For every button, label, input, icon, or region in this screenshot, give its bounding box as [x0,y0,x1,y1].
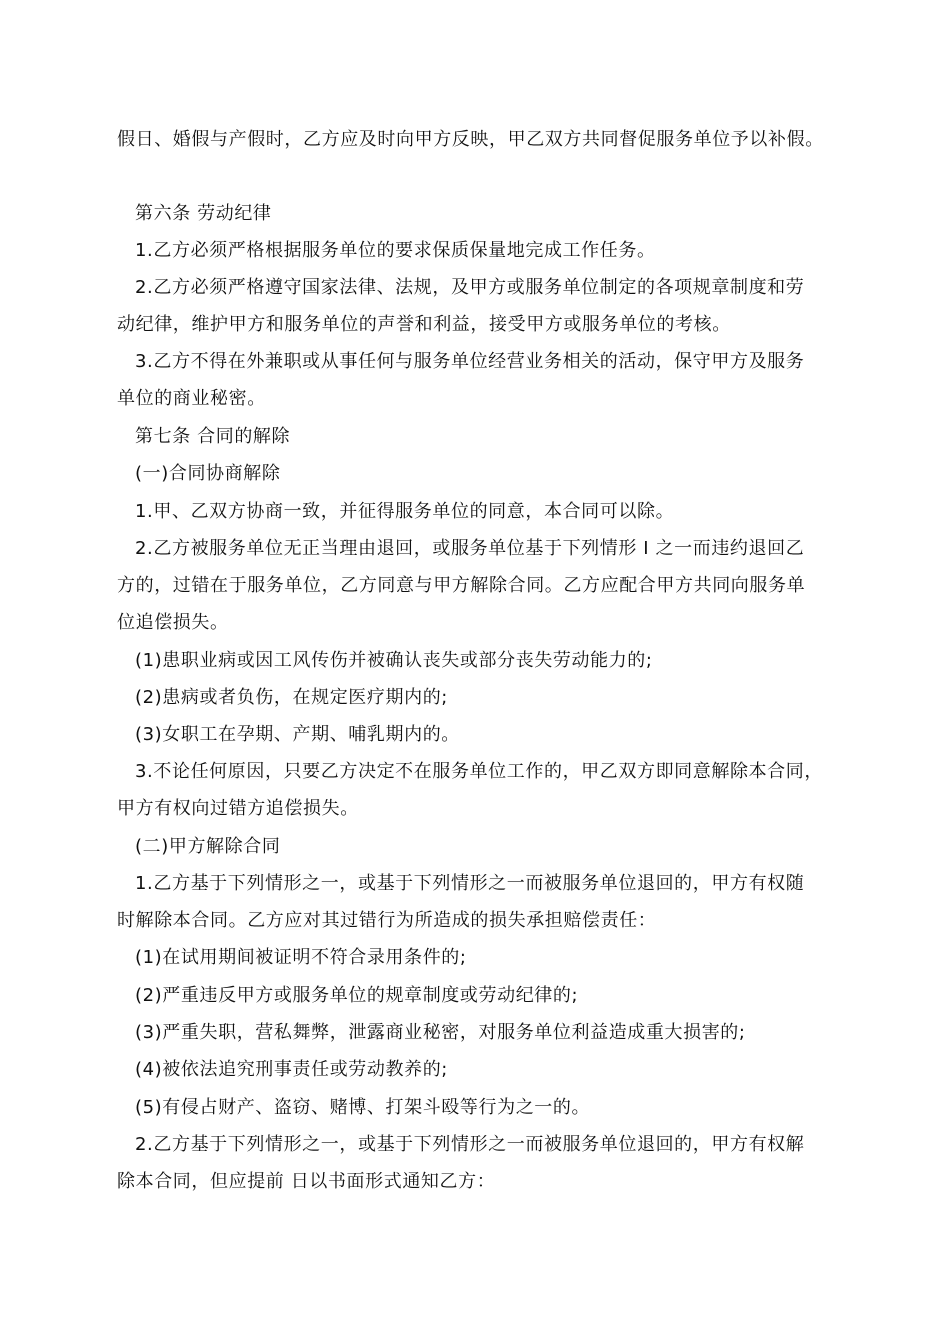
subsection-heading: (二)甲方解除合同 [135,836,281,857]
paragraph-line: 2.乙方基于下列情形之一，或基于下列情形之一而被服务单位退回的，甲方有权解 [135,1134,805,1155]
paragraph-line: 3.乙方不得在外兼职或从事任何与服务单位经营业务相关的活动，保守甲方及服务 [135,351,805,372]
list-item: (3)女职工在孕期、产期、哺乳期内的。 [135,724,460,745]
paragraph-line: 1.甲、乙双方协商一致，并征得服务单位的同意，本合同可以除。 [135,501,675,522]
paragraph-line: 2.乙方被服务单位无正当理由退回，或服务单位基于下列情形 I 之一而违约退回乙 [135,538,805,559]
paragraph-line: 3.不论任何原因，只要乙方决定不在服务单位工作的，甲乙双方即同意解除本合同， [135,761,823,782]
paragraph-line: 除本合同，但应提前 日以书面形式通知乙方： [117,1171,496,1192]
list-item: (2)患病或者负伤，在规定医疗期内的; [135,687,448,708]
paragraph-line: 甲方有权向过错方追偿损失。 [117,798,359,819]
list-item: (1)在试用期间被证明不符合录用条件的; [135,947,467,968]
subsection-heading: (一)合同协商解除 [135,463,281,484]
section-heading: 第六条 劳动纪律 [135,203,272,224]
paragraph-line: 方的，过错在于服务单位，乙方同意与甲方解除合同。乙方应配合甲方共同向服务单 [117,575,806,596]
section-heading: 第七条 合同的解除 [135,426,291,447]
list-item: (4)被依法追究刑事责任或劳动教养的; [135,1059,448,1080]
paragraph-line: 时解除本合同。乙方应对其过错行为所造成的损失承担赔偿责任： [117,910,657,931]
paragraph-line: 单位的商业秘密。 [117,388,266,409]
paragraph-line: 1.乙方必须严格根据服务单位的要求保质保量地完成工作任务。 [135,240,656,261]
list-item: (5)有侵占财产、盗窃、赌博、打架斗殴等行为之一的。 [135,1097,591,1118]
paragraph-line: 动纪律，维护甲方和服务单位的声誉和利益，接受甲方或服务单位的考核。 [117,314,731,335]
list-item: (2)严重违反甲方或服务单位的规章制度或劳动纪律的; [135,985,579,1006]
paragraph-line: 位追偿损失。 [117,612,229,633]
list-item: (1)患职业病或因工风传伤并被确认丧失或部分丧失劳动能力的; [135,650,653,671]
paragraph-line: 1.乙方基于下列情形之一，或基于下列情形之一而被服务单位退回的，甲方有权随 [135,873,805,894]
paragraph-line: 2.乙方必须严格遵守国家法律、法规，及甲方或服务单位制定的各项规章制度和劳 [135,277,805,298]
paragraph-line: 假日、婚假与产假时，乙方应及时向甲方反映，甲乙双方共同督促服务单位予以补假。 [117,129,824,150]
list-item: (3)严重失职，营私舞弊，泄露商业秘密，对服务单位利益造成重大损害的; [135,1022,746,1043]
